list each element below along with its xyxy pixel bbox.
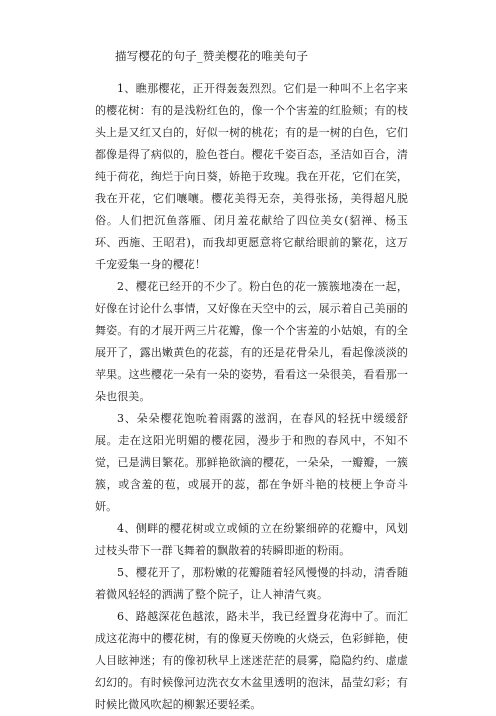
paragraph-1: 1、瞧那樱花，正开得轰轰烈烈。它们是一种叫不上名字来的樱花树：有的是浅粉红色的，像一个个害羞的红脸颊；有的枝头上是又红又白的，好似一树的桃花；有的是一树的白色，它们都像是得了病似的，脸色苍白。樱花千姿百态，圣洁如百合，清纯于荷花，绚烂于向日葵，娇艳于玫瑰。我在开花，它们在笑，我在开花，它们嚷嚷。樱花美得无奈，美得张扬，美得超凡脱俗。人们把沉鱼落雁、闭月羞花献给了四位美女(貂禅、杨玉环、西施、王昭君)，而我却更愿意将它献给眼前的繁花，这万千宠爱集一身的樱花！ — [95, 82, 408, 271]
document-body — [95, 78, 408, 716]
paragraph-4: 4、侧畔的樱花树或立或倾的立在纷繁细碎的花瓣中，风划过枝头带下一群飞舞着的飘散着的转瞬即逝的粉雨。 — [95, 522, 408, 557]
document-title: 描写樱花的句子_赞美樱花的唯美句子 — [115, 49, 309, 63]
paragraph-3: 3、朵朵樱花饱吮着雨露的滋润，在春风的轻抚中缓缓舒展。走在这阳光明媚的樱花园，漫步于和煦的春风中，不知不觉，已是满目繁花。那鲜艳欲滴的樱花，一朵朵，一瓣瓣，一簇簇，或含羞的苞，或展开的蕊，都在争妍斗艳的枝梗上争奇斗妍。 — [95, 412, 408, 513]
paragraph-5: 5、樱花开了，那粉嫩的花瓣随着轻风慢慢的抖动，清香随着微风轻轻的洒满了整个院子，让人神清气爽。 — [95, 566, 408, 601]
paragraph-6: 6、路越深花色越浓，路未半，我已经置身花海中了。而汇成这花海中的樱花树，有的像夏天傍晚的火烧云，色彩鲜艳，使人目眩神迷；有的像初秋早上迷迷茫茫的晨雾，隐隐约约、虚虚幻幻的。有时候像河边洗衣女木盆里透明的泡沫，晶莹幻彩；有时候比微风吹起的柳絮还要轻柔。 — [95, 610, 408, 711]
paragraph-2: 2、樱花已经开的不少了。粉白色的花一簇簇地凑在一起，好像在讨论什么事情，又好像在天空中的云，展示着自己美丽的舞姿。有的才展开两三片花瓣，像一个个害羞的小姑娘，有的全展开了，露出嫩黄色的花蕊，有的还是花骨朵儿，看起像淡淡的苹果。这些樱花一朵有一朵的姿势，看看这一朵很美，看看那一朵也很美。 — [95, 280, 408, 403]
